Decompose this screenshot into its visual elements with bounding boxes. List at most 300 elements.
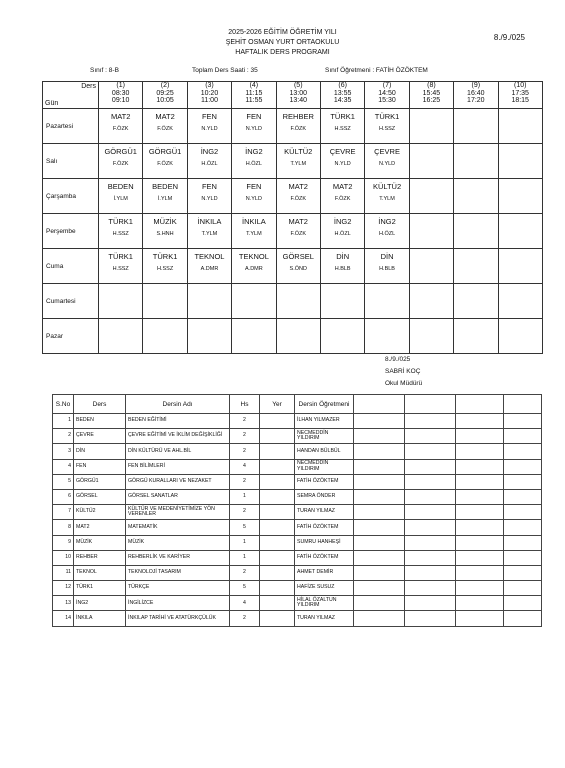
lesson-teacher: H.SSZ [378,126,396,132]
course-code: FEN [74,459,126,474]
col-yer-header: Yer [260,395,295,414]
course-room [260,520,295,535]
lesson-cell [320,319,364,354]
day-row [43,319,543,354]
lesson-teacher: N.YLD [201,126,218,132]
course-no: 12 [53,581,74,596]
day-row [43,214,543,249]
lesson-teacher: F.ÖZK [290,231,307,237]
course-teacher: FATİH ÖZÖKTEM [295,474,354,489]
course-no: 4 [53,459,74,474]
period-end: 16:25 [422,97,441,104]
course-name: İNKILAP TARİHİ VE ATATÜRKÇÜLÜK [126,611,230,626]
lesson-cell [454,319,498,354]
course-empty-cell [405,565,456,580]
lesson-code: BEDEN [152,182,178,191]
schedule-header-row [43,82,543,109]
lesson-code: TÜRK1 [330,112,355,121]
lesson-teacher: T.YLM [379,196,395,202]
day-name: Cuma [43,249,99,284]
course-empty-cell [405,444,456,459]
course-name: GÖRGÜ KURALLARI VE NEZAKET [126,474,230,489]
course-name: GÖRSEL SANATLAR [126,489,230,504]
lesson-code: FEN [246,112,262,121]
course-code: TEKNOL [74,565,126,580]
lesson-teacher: H.SSZ [334,126,351,132]
document-title: HAFTALIK DERS PROGRAMI [235,49,330,56]
course-teacher: SUMRU HANHEŞİ [295,535,354,550]
course-hours: 2 [230,474,260,489]
course-empty-cell [354,535,405,550]
course-room [260,581,295,596]
period-number: (4) [249,82,259,89]
course-teacher: SEMRA ÖNDER [295,489,354,504]
course-empty-cell [354,581,405,596]
course-row [53,505,542,520]
period-end: 15:30 [378,97,396,104]
lesson-cell [365,144,409,179]
course-empty-cell [405,474,456,489]
lesson-code: İNG2 [333,217,352,226]
course-room [260,535,295,550]
lesson-code: MAT2 [110,112,131,121]
course-teacher: İLHAN YILMAZER [295,414,354,429]
day-name: Pazartesi [43,109,99,144]
lesson-cell [143,214,187,249]
corner-gun-label: Gün [45,99,59,107]
course-empty-cell [405,414,456,429]
lesson-cell [232,109,276,144]
lesson-teacher: A.DMR [245,266,263,272]
course-empty-cell [354,565,405,580]
period-start: 17:35 [511,89,529,97]
lesson-cell [498,284,542,319]
course-empty-cell [354,550,405,565]
lesson-cell [276,179,320,214]
lesson-cell [409,214,453,249]
period-header [99,82,143,109]
course-room [260,414,295,429]
lesson-code: MAT2 [332,182,353,191]
lesson-cell [276,249,320,284]
course-empty-cell [504,505,542,520]
lesson-cell [409,284,453,319]
lesson-teacher: H.ÖZL [245,161,262,167]
lesson-teacher: F.ÖZK [290,196,307,202]
lesson-code: MAT2 [288,217,308,226]
signature-date: 8./9./025 [385,356,411,363]
course-no: 9 [53,535,74,550]
lesson-code: TÜRK1 [108,252,133,261]
course-empty-cell [354,505,405,520]
lesson-teacher: H.BLB [334,266,351,272]
lesson-cell [276,319,320,354]
lesson-teacher: F.ÖZK [290,126,307,132]
lesson-cell [409,319,453,354]
course-empty-cell [456,611,504,626]
lesson-code: TÜRK1 [374,112,400,121]
course-hours: 4 [230,596,260,611]
lesson-cell [187,214,231,249]
course-no: 13 [53,596,74,611]
course-empty-cell [504,459,542,474]
lesson-code: KÜLTÜ2 [284,147,313,156]
lesson-code: MAT2 [288,182,308,191]
lesson-code: MÜZİK [153,217,177,226]
lesson-cell [498,214,542,249]
course-room [260,596,295,611]
course-empty-cell [504,520,542,535]
course-row [53,581,542,596]
corner-ders-label: Ders [81,83,96,90]
course-empty-cell [354,444,405,459]
lesson-code: TEKNOL [238,252,269,261]
lesson-teacher: T.YLM [201,231,218,237]
lesson-cell [99,214,143,249]
course-code: BEDEN [74,414,126,429]
course-empty-cell [405,429,456,444]
course-teacher: NECMEDDİN YILDIRIM [295,429,354,444]
lesson-code: İNKILA [197,217,222,226]
course-empty-cell [405,596,456,611]
period-number: (7) [382,82,392,89]
course-row [53,596,542,611]
course-row [53,565,542,580]
period-header [276,82,320,109]
lesson-cell [498,319,542,354]
course-code: MÜZİK [74,535,126,550]
period-end: 11:00 [200,97,218,104]
course-hours: 1 [230,550,260,565]
course-no: 5 [53,474,74,489]
lesson-code: GÖRGÜ1 [148,147,182,156]
lesson-code: FEN [201,112,217,121]
lesson-code: İNG2 [200,147,219,156]
course-empty-cell [456,550,504,565]
course-code: GÖRSEL [74,489,126,504]
day-name: Salı [43,144,99,179]
lesson-teacher: H.SSZ [112,231,129,237]
period-end: 10:05 [156,97,174,104]
course-row [53,520,542,535]
lesson-cell [320,109,364,144]
lesson-cell [232,284,276,319]
corner-cell [43,82,99,109]
course-empty-cell [456,489,504,504]
lesson-teacher: N.YLD [378,161,396,167]
day-name: Cumartesi [43,284,99,319]
lesson-code: İNKILA [241,217,266,226]
lesson-cell [187,109,231,144]
course-empty-cell [405,520,456,535]
class-teacher: Sınıf Öğretmeni : FATİH ÖZÖKTEM [325,67,428,74]
course-empty-cell [456,505,504,520]
course-row [53,459,542,474]
course-empty-cell [504,596,542,611]
period-end: 09:10 [111,97,130,104]
course-empty-cell [504,414,542,429]
course-empty-cell [354,489,405,504]
course-empty-cell [504,550,542,565]
col-empty-header [354,395,405,414]
lesson-teacher: F.ÖZK [112,161,129,167]
course-teacher: TURAN YILMAZ [295,611,354,626]
period-start: 11:15 [245,89,263,97]
lesson-cell [365,179,409,214]
course-empty-cell [405,550,456,565]
col-name-header: Dersin Adı [126,395,230,414]
lesson-teacher: H.SSZ [156,266,174,272]
course-hours: 1 [230,535,260,550]
lesson-code: FEN [246,182,262,191]
period-header [454,82,498,109]
course-hours: 2 [230,429,260,444]
period-number: (5) [293,82,303,89]
col-empty-header [456,395,504,414]
course-code: ÇEVRE [74,429,126,444]
period-header [232,82,276,109]
lesson-cell [99,249,143,284]
course-row [53,535,542,550]
col-hs-header: Hs [230,395,260,414]
course-hours: 2 [230,611,260,626]
course-teacher: HANDAN BÜLBÜL [295,444,354,459]
lesson-cell [143,179,187,214]
lesson-teacher: N.YLD [245,126,262,132]
course-name: MATEMATİK [126,520,230,535]
lesson-cell [276,284,320,319]
course-empty-cell [354,520,405,535]
course-room [260,444,295,459]
period-start: 09:25 [156,89,174,97]
course-hours: 4 [230,459,260,474]
lesson-cell [320,284,364,319]
lesson-cell [409,179,453,214]
lesson-code: BEDEN [107,182,134,191]
school-year: 2025-2026 EĞİTİM ÖĞRETİM YILI [228,29,337,36]
course-empty-cell [504,611,542,626]
lesson-code: DİN [336,252,350,261]
course-empty-cell [405,489,456,504]
lesson-cell [454,144,498,179]
lesson-cell [454,179,498,214]
period-number: (8) [427,82,436,89]
course-header-row [53,395,542,414]
lesson-cell [232,179,276,214]
lesson-cell [232,249,276,284]
course-no: 11 [53,565,74,580]
lesson-teacher: F.ÖZK [157,161,173,167]
lesson-cell [276,109,320,144]
period-start: 14:50 [378,89,396,97]
lesson-cell [454,249,498,284]
course-room [260,474,295,489]
course-empty-cell [504,429,542,444]
period-start: 13:55 [333,89,352,97]
lesson-cell [143,109,187,144]
course-empty-cell [405,535,456,550]
lesson-teacher: N.YLD [201,196,218,202]
course-name: TÜRKÇE [126,581,230,596]
period-end: 11:55 [245,97,263,104]
course-empty-cell [354,429,405,444]
course-name: ÇEVRE EĞİTİMİ VE İKLİM DEĞİŞİKLİĞİ [126,429,230,444]
lesson-teacher: F.ÖZK [334,196,351,202]
course-empty-cell [504,581,542,596]
col-empty-header [405,395,456,414]
period-header [498,82,542,109]
lesson-cell [276,144,320,179]
lesson-cell [99,109,143,144]
lesson-teacher: N.YLD [245,196,262,202]
course-no: 6 [53,489,74,504]
course-hours: 2 [230,444,260,459]
lesson-cell [454,214,498,249]
course-no: 1 [53,414,74,429]
course-hours: 5 [230,520,260,535]
period-number: (1) [116,82,125,89]
course-name: REHBERLİK VE KARİYER [126,550,230,565]
course-room [260,459,295,474]
lesson-cell [276,214,320,249]
course-teacher: HİLAL ÖZALTUN YILDIRIM [295,596,354,611]
lesson-cell [365,249,409,284]
lesson-cell [99,144,143,179]
course-no: 8 [53,520,74,535]
course-hours: 2 [230,565,260,580]
lesson-teacher: H.ÖZL [334,231,351,237]
course-no: 3 [53,444,74,459]
period-header [365,82,409,109]
course-name: BEDEN EĞİTİMİ [126,414,230,429]
day-row [43,284,543,319]
course-code: MAT2 [74,520,126,535]
course-empty-cell [504,489,542,504]
course-hours: 1 [230,489,260,504]
course-empty-cell [354,596,405,611]
principal-name: SABRİ KOÇ [385,368,421,375]
lesson-code: ÇEVRE [329,147,356,156]
lesson-cell [365,214,409,249]
course-row [53,489,542,504]
lesson-code: GÖRGÜ1 [104,147,137,156]
period-header [187,82,231,109]
course-teacher: FATİH ÖZÖKTEM [295,550,354,565]
course-teacher: HAFİZE SUSUZ [295,581,354,596]
lesson-teacher: T.YLM [246,231,262,237]
lesson-cell [143,249,187,284]
course-code: İNG2 [74,596,126,611]
lesson-cell [409,144,453,179]
lesson-cell [187,249,231,284]
course-empty-cell [504,474,542,489]
lesson-code: DİN [380,252,394,261]
lesson-code: REHBER [282,112,314,121]
course-name: İNGİLİZCE [126,596,230,611]
course-table [52,394,542,627]
lesson-cell [99,284,143,319]
period-end: 17:20 [467,97,485,104]
period-number: (9) [471,82,481,89]
lesson-cell [143,319,187,354]
course-row [53,414,542,429]
day-row [43,109,543,144]
course-room [260,565,295,580]
course-row [53,429,542,444]
period-start: 15:45 [422,89,441,97]
lesson-cell [320,179,364,214]
course-code: KÜLTÜ2 [74,505,126,520]
course-room [260,611,295,626]
school-name: ŞEHİT OSMAN YURT ORTAOKULU [225,39,340,46]
lesson-cell [99,179,143,214]
document-date: 8./9./025 [493,33,525,42]
lesson-code: ÇEVRE [374,147,400,156]
day-name: Çarşamba [43,179,99,214]
course-room [260,505,295,520]
period-number: (2) [160,82,170,89]
day-name: Pazar [43,319,99,354]
lesson-cell [454,109,498,144]
principal-role: Okul Müdürü [385,380,423,387]
course-room [260,489,295,504]
lesson-cell [232,144,276,179]
lesson-code: GÖRSEL [282,252,314,261]
period-number: (3) [205,82,214,89]
day-name: Perşembe [43,214,99,249]
col-teacher-header: Dersin Öğretmeni [295,395,354,414]
course-empty-cell [504,565,542,580]
period-start: 16:40 [467,89,485,97]
lesson-cell [498,249,542,284]
total-hours: Toplam Ders Saati : 35 [192,67,258,74]
lesson-cell [99,319,143,354]
lesson-cell [365,319,409,354]
course-teacher: AHMET DEMİR [295,565,354,580]
course-teacher: NECMEDDİN YILDIRIM [295,459,354,474]
lesson-code: İNG2 [245,147,263,156]
lesson-teacher: N.YLD [334,161,351,167]
course-empty-cell [456,414,504,429]
course-no: 14 [53,611,74,626]
course-empty-cell [354,414,405,429]
course-empty-cell [456,444,504,459]
day-row [43,249,543,284]
course-room [260,550,295,565]
course-empty-cell [354,459,405,474]
course-teacher: FATİH ÖZÖKTEM [295,520,354,535]
period-start: 10:20 [200,89,219,97]
lesson-cell [409,109,453,144]
lesson-cell [498,179,542,214]
lesson-cell [365,109,409,144]
course-no: 2 [53,429,74,444]
lesson-teacher: S.HNH [156,231,174,237]
day-row [43,144,543,179]
period-header [409,82,453,109]
course-no: 7 [53,505,74,520]
period-end: 13:40 [289,97,308,104]
course-empty-cell [456,535,504,550]
lesson-teacher: H.ÖZL [201,161,218,167]
course-code: TÜRK1 [74,581,126,596]
course-empty-cell [456,429,504,444]
lesson-cell [187,284,231,319]
course-name: FEN BİLİMLERİ [126,459,230,474]
lesson-cell [365,284,409,319]
schedule-table [42,81,543,354]
lesson-teacher: İ.YLM [157,196,173,202]
